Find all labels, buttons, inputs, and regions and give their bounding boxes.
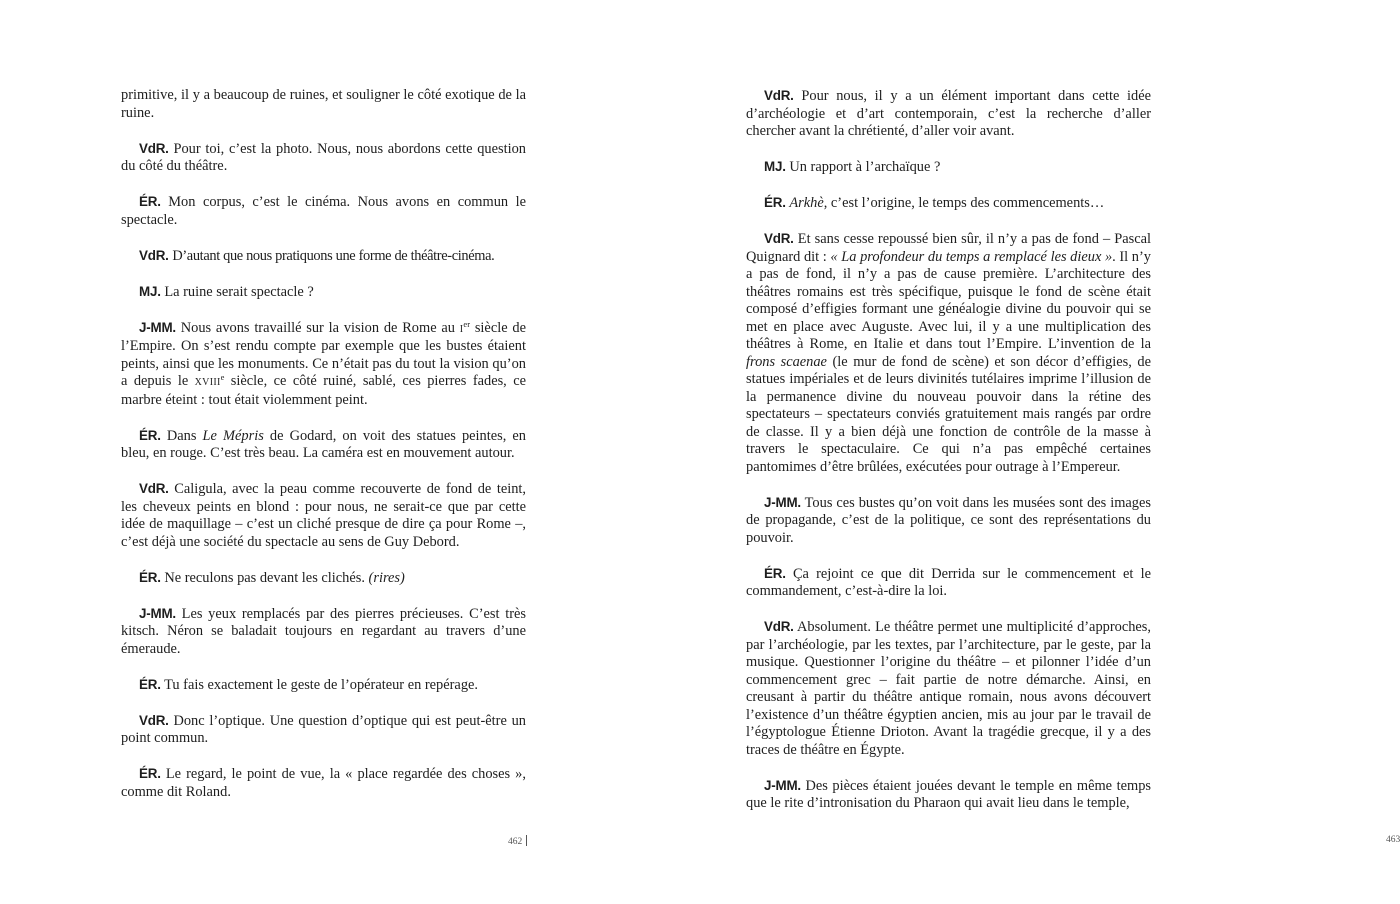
dialogue-paragraph (121, 193, 526, 229)
latin-term: frons scaenae (746, 353, 827, 370)
speaker-label: VdR. (139, 140, 169, 156)
dialogue-paragraph (121, 605, 526, 659)
quotation: « La profondeur du temps a remplacé les dieux » (830, 248, 1113, 265)
right-text-column (746, 87, 1151, 830)
dialogue-paragraph (121, 283, 526, 302)
page-number (508, 835, 527, 847)
left-page (0, 0, 636, 904)
paragraph-text: La ruine serait spectacle ? (164, 283, 314, 300)
paragraph-text: Tu fais exactement le geste de l’opérateur en repérage. (164, 676, 478, 693)
speaker-label: ÉR. (139, 766, 161, 781)
roman-numeral: XVIII (194, 377, 221, 388)
folio-divider (526, 835, 527, 846)
dialogue-paragraph (121, 319, 526, 410)
paragraph-text: Ne reculons pas devant les clichés. (164, 569, 369, 586)
dialogue-paragraph (746, 158, 1151, 177)
speaker-label: J-MM. (139, 605, 176, 621)
paragraph-text: Le regard, le point de vue, la « place regardée des choses », comme dit Roland. (121, 766, 526, 800)
speaker-label: VdR. (139, 247, 169, 263)
paragraph-text: Dans (166, 427, 203, 444)
superscript: er (463, 318, 471, 329)
paragraph-text: Des pièces étaient jouées devant le temple en même temps que le rite d’intronisation du Pharaon qui avait lieu dans le temple, (746, 777, 1151, 811)
greek-term: Arkhè (789, 195, 824, 211)
dialogue-paragraph (121, 247, 526, 266)
paragraph-text: Mon corpus, c’est le cinéma. Nous avons en commun le spectacle. (121, 194, 526, 228)
speaker-label: J-MM. (764, 777, 801, 793)
dialogue-paragraph (746, 87, 1151, 141)
dialogue-paragraph (746, 494, 1151, 548)
paragraph-text: D’autant que nous pratiquons une forme de théâtre-cinéma. (172, 247, 495, 264)
paragraph-text: Un rapport à l’archaïque ? (789, 159, 941, 175)
speaker-label: MJ. (139, 283, 161, 299)
dialogue-paragraph (121, 480, 526, 551)
page-number-text: 463 (1386, 835, 1400, 845)
paragraph-text: Et sans cesse repoussé bien sûr, il n’y a pas de fond – Pascal Quignard dit : (746, 231, 1151, 265)
dialogue-paragraph (746, 230, 1151, 476)
paragraph-text: Pour nous, il y a un élément important dans cette idée d’archéologie et d’art contemporain, c’est la recherche d’aller chercher avant la chrétienté, d’aller voir avant. (746, 88, 1151, 139)
paragraph-text: siècle de l’Empire. On s’est rendu compte par exemple que les bustes étaient peints, ainsi que les monuments. Ce n’était pas du tout la vision qu’on a depuis le (121, 319, 526, 389)
paragraph-text: primitive, il y a beaucoup de ruines, et souligner le côté exotique de la ruine. (121, 87, 526, 121)
dialogue-paragraph (746, 194, 1151, 213)
speaker-label: ÉR. (139, 427, 161, 443)
speaker-label: VdR. (764, 231, 794, 246)
dialogue-paragraph (746, 565, 1151, 601)
paragraph-text: (le mur de fond de scène) et son décor d’effigies, de statues impériales et de leurs divinités tutélaires imprime l’illusion de la permanence divine du nouveau pouvoir dans la rétine des spectateurs – spectateurs conviés gratuitement mais rangés par ordre de classe. Il y a bien déjà une fonction de contrôle de la masse à travers le spectaculaire. Ce qui n’a pas empêché certaines pantomimes d’être brûlées, exécutées pour outrage à l’Empereur. (746, 353, 1151, 475)
paragraph-text: Les yeux remplacés par des pierres précieuses. C’est très kitsch. Néron se baladait toujours en regardant au travers d’une émeraude. (121, 605, 526, 657)
paragraph-text: siècle, ce côté ruiné, sablé, ces pierres fades, ce marbre éteint : tout était violemment peint. (121, 373, 526, 408)
speaker-label: ÉR. (139, 676, 161, 692)
right-page (636, 0, 1400, 904)
paragraph-text: . Il n’y a pas de fond, il n’y a pas de cause première. L’architecture des théâtres romains est très spécifique, puisque le fond de scène était composé d’effigies formant une généalogie divine du pouvoir qui se met en place avec Auguste. Avec lui, il y a une multiplication des théâtres à Rome, en Italie et dans tout l’Empire. L’invention de la (746, 248, 1151, 352)
dialogue-paragraph (121, 427, 526, 463)
speaker-label: J-MM. (764, 494, 801, 510)
paragraph-text: Nous avons travaillé sur la vision de Rome au (180, 319, 460, 336)
roman-numeral: I (459, 323, 464, 335)
speaker-label: ÉR. (139, 194, 161, 209)
speaker-label: VdR. (139, 481, 169, 496)
dialogue-paragraph (121, 569, 526, 588)
speaker-label: J-MM. (139, 319, 176, 335)
dialogue-paragraph (121, 676, 526, 695)
paragraph-text: Caligula, avec la peau comme recouverte de fond de teint, les cheveux peints en blond : pour nous, ne serait-ce que par cette idée de maquillage – c’est un cliché presque de dire ça pour Rome –, c’est déjà une société du spectacle au sens de Guy Debord. (121, 481, 526, 550)
paragraph-continuation (121, 87, 526, 122)
speaker-label: ÉR. (764, 565, 786, 581)
left-text-column (121, 87, 526, 819)
dialogue-paragraph (121, 765, 526, 801)
page-number (1386, 835, 1400, 845)
dialogue-paragraph (746, 777, 1151, 813)
paragraph-text: de Godard, on voit des statues peintes, en bleu, en rouge. C’est très beau. La caméra est en mouvement autour. (121, 427, 526, 461)
speaker-label: VdR. (764, 88, 794, 103)
paragraph-text: Donc l’optique. Une question d’optique qui est peut-être un point commun. (121, 712, 527, 746)
paragraph-text: Ça rejoint ce que dit Derrida sur le commencement et le commandement, c’est-à-dire la loi. (746, 565, 1151, 599)
speaker-label: VdR. (139, 712, 169, 728)
film-title: Le Mépris (202, 427, 264, 444)
stage-direction: (rires) (368, 569, 405, 586)
paragraph-text: Tous ces bustes qu’on voit dans les musées sont des images de propagande, c’est de la politique, ce sont des représentations du pouvoir. (746, 494, 1151, 546)
superscript: e (220, 372, 225, 382)
speaker-label: ÉR. (139, 569, 161, 585)
dialogue-paragraph (121, 140, 526, 176)
page-number-text: 462 (508, 837, 523, 847)
speaker-label: VdR. (764, 619, 794, 634)
paragraph-text: , c’est l’origine, le temps des commencements… (823, 195, 1105, 211)
speaker-label: MJ. (764, 159, 786, 174)
paragraph-text: Absolument. Le théâtre permet une multiplicité d’approches, par l’archéologie, par les textes, par l’architecture, par le geste, par la musique. Questionner l’origine du théâtre – et pilonner l’idée d’un commencement grec – fait partie de notre démarche. Ainsi, en creusant à partir du théâtre antique romain, nous avons découvert l’existence d’un théâtre égyptien ancien, mis au jour par le travail de l’égyptologue Étienne Drioton. Avant la tragédie grecque, il y a des traces de théâtre en Égypte. (746, 619, 1151, 758)
dialogue-paragraph (121, 712, 526, 748)
paragraph-text: Pour toi, c’est la photo. Nous, nous abordons cette question du côté du théâtre. (121, 140, 526, 174)
dialogue-paragraph (746, 618, 1151, 759)
speaker-label: ÉR. (764, 195, 786, 210)
